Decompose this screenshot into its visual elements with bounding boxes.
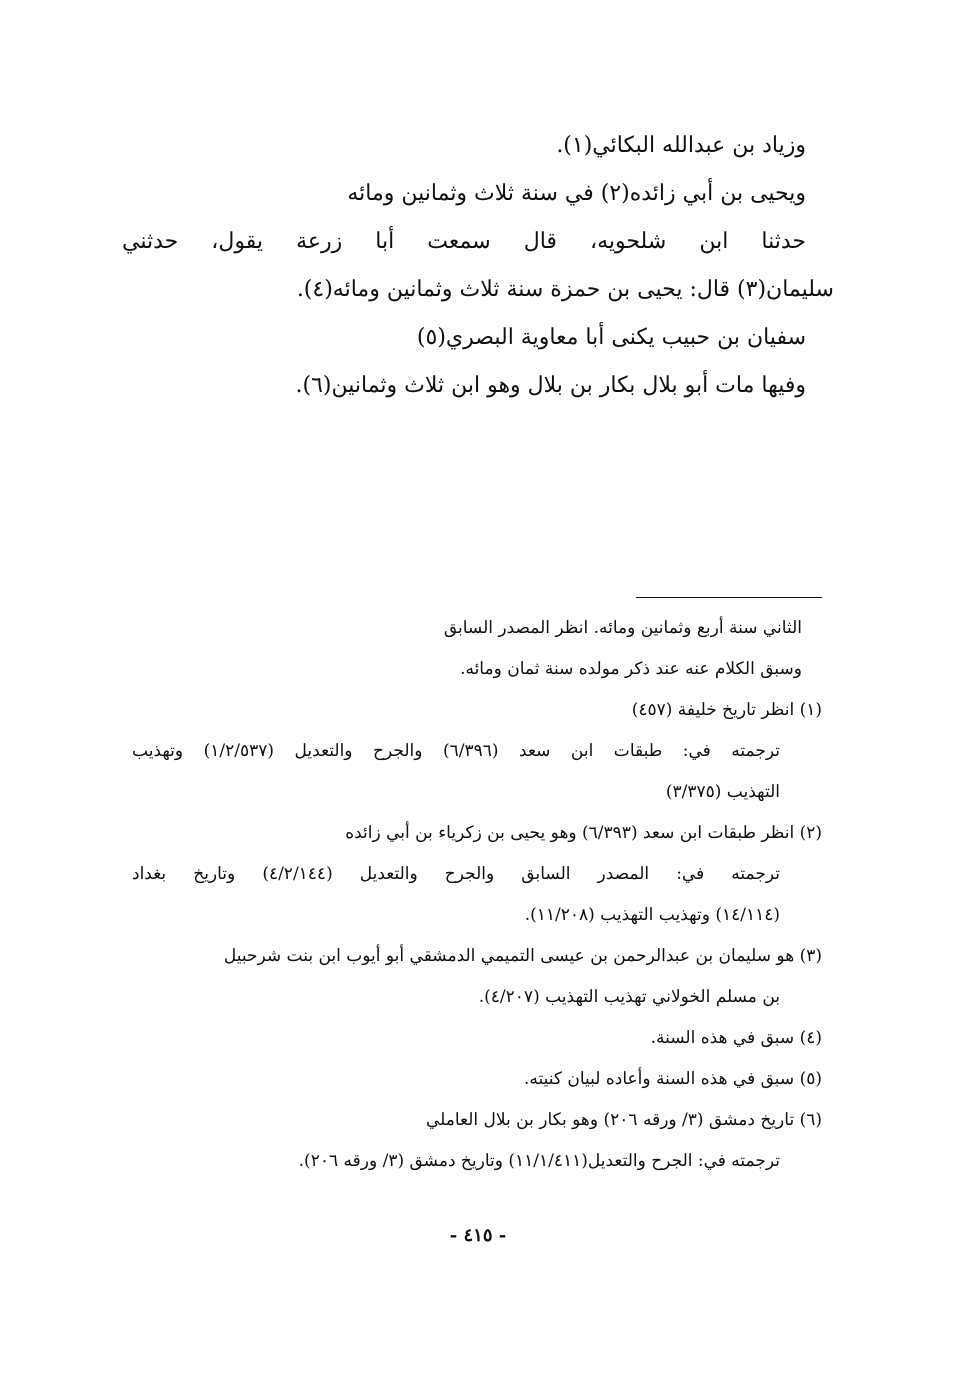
footnote-separator [636,597,822,598]
footnote-prev-continuation-2: وسبق الكلام عنه عند ذكر مولده سنة ثمان ومائه. [460,659,802,679]
footnotes [132,608,822,1182]
main-text [122,122,834,410]
main-line-3: حدثنا ابن شلحويه، قال سمعت أبا زرعة يقول، حدثني [122,229,806,254]
footnote-6-line-2: ترجمته في: الجرح والتعديل(١١/١/٤١١) وتاريخ دمشق (٣/ ورقه ٢٠٦). [298,1151,780,1171]
footnote-2-line-1: (٢) انظر طبقات ابن سعد (٦/٣٩٣) وهو يحيى بن زكرياء بن أبي زائده [345,823,822,843]
footnote-prev-continuation-1: الثاني سنة أربع وثمانين ومائه. انظر المصدر السابق [443,618,802,638]
main-line-5: سفيان بن حبيب يكنى أبا معاوية البصري(٥) [416,325,806,350]
footnote-6-line-1: (٦) تاريخ دمشق (٣/ ورقه ٢٠٦) وهو بكار بن بلال العاملي [425,1110,822,1130]
footnote-3-line-2: بن مسلم الخولاني تهذيب التهذيب (٤/٢٠٧). [478,987,780,1007]
page-number: - ٤١٥ - [449,1225,507,1246]
main-line-2: ويحيى بن أبي زائده(٢) في سنة ثلاث وثمانين ومائه [347,181,806,206]
footnote-1-line-3: التهذيب (٣/٣٧٥) [665,782,780,802]
main-line-1: وزياد بن عبدالله البكائي(١). [556,133,806,158]
footnote-1-line-1: (١) انظر تاريخ خليفة (٤٥٧) [631,700,822,720]
footnote-5: (٥) سبق في هذه السنة وأعاده لبيان كنيته. [523,1069,822,1089]
footnote-4: (٤) سبق في هذه السنة. [650,1028,822,1048]
footnote-2-line-3: (١٤/١١٤) وتهذيب التهذيب (١١/٢٠٨). [524,905,780,925]
footnote-1-line-2: ترجمته في: طبقات ابن سعد (٦/٣٩٦) والجرح والتعديل (١/٢/٥٣٧) وتهذيب [132,741,780,761]
footnote-2-line-2: ترجمته في: المصدر السابق والجرح والتعديل (٤/٢/١٤٤) وتاريخ بغداد [132,864,780,884]
main-line-4: سليمان(٣) قال: يحيى بن حمزة سنة ثلاث وثمانين ومائه(٤). [296,277,834,302]
main-line-6: وفيها مات أبو بلال بكار بن بلال وهو ابن ثلاث وثمانين(٦). [295,373,806,398]
footnote-3-line-1: (٣) هو سليمان بن عبدالرحمن بن عيسى التميمي الدمشقي أبو أيوب ابن بنت شرحبيل [223,946,822,966]
